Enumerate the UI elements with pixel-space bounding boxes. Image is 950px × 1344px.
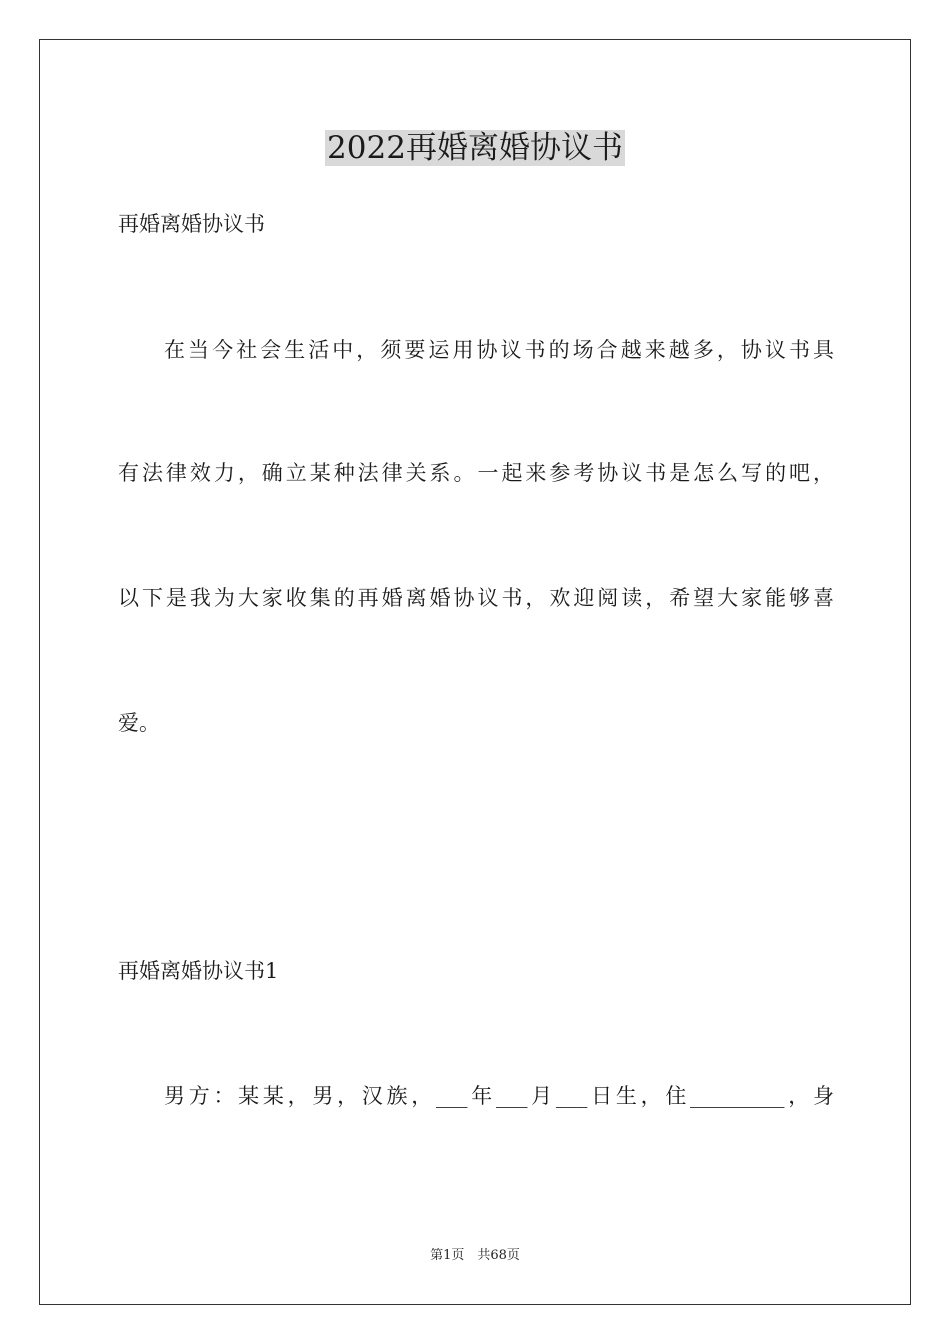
intro-line-4: 爱。 [118,711,160,735]
intro-line-3: 以下是我为大家收集的再婚离婚协议书，欢迎阅读，希望大家能够喜 [118,586,834,610]
page-footer: 第1页 共68页 [430,1248,520,1263]
intro-line-2: 有法律效力，确立某种法律关系。一起来参考协议书是怎么写的吧， [118,461,834,485]
party-male-line: 男方：某某，男，汉族，___年___月___日生，住_________，身 [164,1084,834,1108]
intro-line-1: 在当今社会生活中，须要运用协议书的场合越来越多，协议书具 [164,338,834,362]
document-subtitle: 再婚离婚协议书 [118,212,265,236]
document-title [0,126,950,170]
document-title-text: 2022再婚离婚协议书 [327,130,623,166]
section-heading: 再婚离婚协议书1 [118,959,279,983]
